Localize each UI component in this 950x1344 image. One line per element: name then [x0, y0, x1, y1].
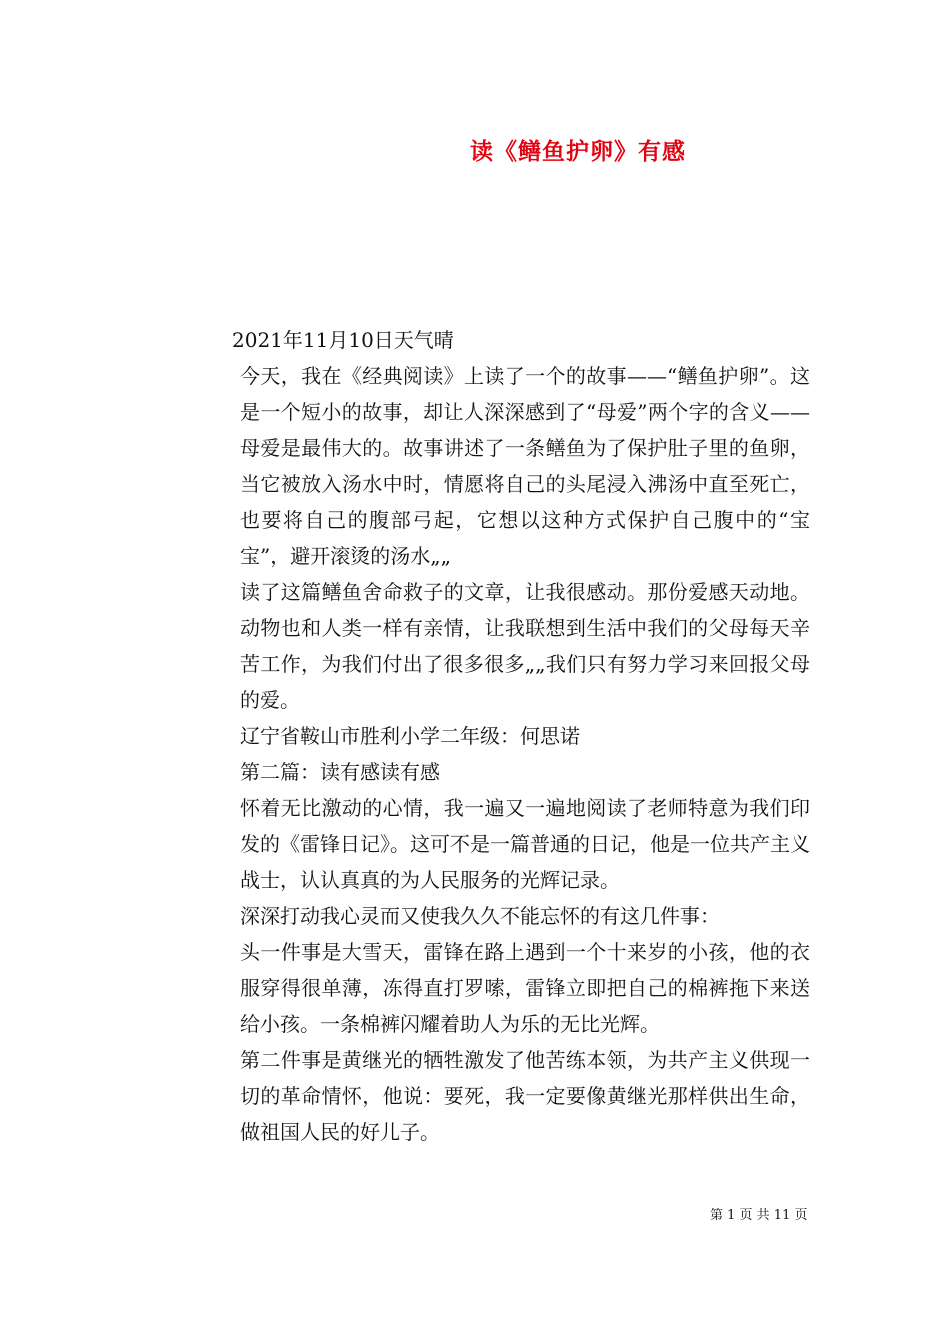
document-title: 读《鳝鱼护卵》有感	[470, 139, 686, 165]
body-paragraph: 第二件事是黄继光的牺牲激发了他苦练本领，为共产主义供现一切的革命情怀，他说：要死，我一定要像黄继光那样供出生命，做祖国人民的好儿子。	[240, 1048, 810, 1144]
body-paragraph: 怀着无比激动的心情，我一遍又一遍地阅读了老师特意为我们印发的《雷锋日记》。这可不是一篇普通的日记，他是一位共产主义战士，认认真真的为人民服务的光辉记录。	[240, 796, 810, 892]
page-number: 第 1 页 共 11 页	[710, 1208, 808, 1223]
body-paragraph: 今天，我在《经典阅读》上读了一个的故事——“鳝鱼护卵”。这是一个短小的故事，却让人深深感到了“母爱”两个字的含义——母爱是最伟大的。故事讲述了一条鳝鱼为了保护肚子里的鱼卵，当它被放入汤水中时，情愿将自己的头尾浸入沸汤中直至死亡，也要将自己的腹部弓起，它想以这种方式保护自己腹中的“宝宝”，避开滚烫的汤水„„	[240, 364, 810, 568]
section-heading: 第二篇：读有感读有感	[240, 760, 440, 784]
body-paragraph: 头一件事是大雪天，雷锋在路上遇到一个十来岁的小孩，他的衣服穿得很单薄，冻得直打罗嗦，雷锋立即把自己的棉裤拖下来送给小孩。一条棉裤闪耀着助人为乐的无比光辉。	[240, 940, 810, 1036]
document-body	[144, 322, 810, 1150]
body-paragraph: 读了这篇鳝鱼舍命救子的文章，让我很感动。那份爱感天动地。动物也和人类一样有亲情，让我联想到生活中我们的父母每天辛苦工作，为我们付出了很多很多„„我们只有努力学习来回报父母的爱。	[240, 580, 810, 712]
date-weather-line: 2021年11月10日天气晴	[232, 328, 454, 352]
author-line: 辽宁省鞍山市胜利小学二年级：何思诺	[240, 724, 580, 748]
body-paragraph: 深深打动我心灵而又使我久久不能忘怀的有这几件事：	[240, 904, 720, 928]
